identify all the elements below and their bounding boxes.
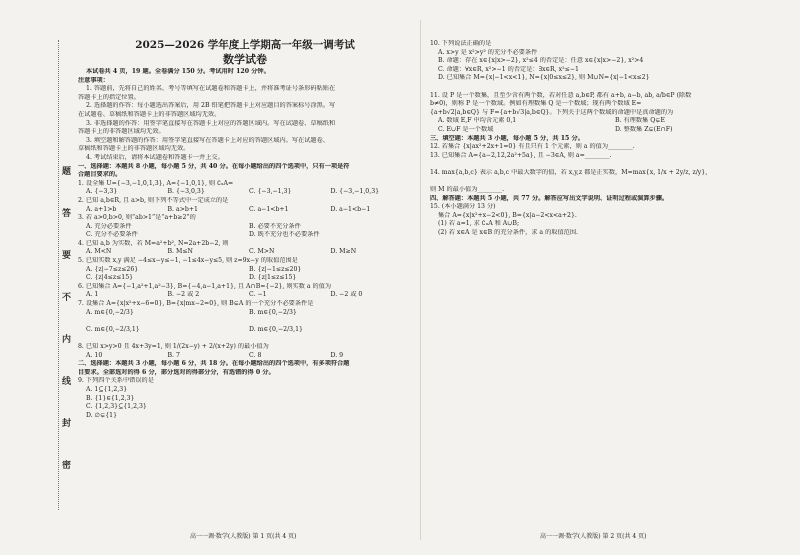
margin-char: 内 xyxy=(62,335,72,345)
answer-option: A. 10 xyxy=(86,351,103,359)
question-line: 4. 考试结束后，请将本试题卷和答题卡一并上交。 xyxy=(86,153,224,161)
question-line: A. 1⊆{1,2,3} xyxy=(86,385,128,393)
margin-char: 不 xyxy=(62,293,72,303)
question-line: 14. max{a,b,c} 表示 a,b,c 中最大数字的值，若 x,y,z 都是正实数，M=max{x, 1/x + 2y/z, z/y}, xyxy=(430,168,708,176)
question-line: B. 命题：存在 x∈{x|x>−2}, x²≤4 的否定是：任意 x∈{x|x>−2}, x²>4 xyxy=(438,57,644,65)
question-line: 1. 答题前，先将自己的姓名、考号等填写在试题卷和答题卡上，并将准考证号条形码粘贴在 xyxy=(86,85,336,93)
question-line: 7. 设集合 A={x|x²+x−6=0}, B={x|mx−2=0}, 则 B⊊A 的一个充分不必要条件是 xyxy=(78,300,314,308)
question-line: 答题卡上的非答题区域均无效。 xyxy=(78,128,165,136)
question-line: 集合 A={x|x²+x−2<0}, B={x|a−2<x<a+2}. xyxy=(438,211,577,219)
question-line: C. {1,2,3}⊆{1,2,3} xyxy=(86,403,147,411)
question-line: 在试题卷、草稿纸和答题卡上的非答题区域均无效。 xyxy=(78,110,221,118)
answer-options xyxy=(78,248,412,257)
question-line: 合题目要求的。 xyxy=(78,171,122,179)
margin-char: 密 xyxy=(62,461,72,471)
question-line xyxy=(78,334,412,343)
question-line: 3. 非选择题的作答：用签字笔直接写在答题卡上对应的答题区域内。写在试题卷、草稿纸和 xyxy=(86,119,336,127)
page-fold xyxy=(420,20,421,540)
question-line: A. x>y 是 x²>y² 的充分不必要条件 xyxy=(438,48,538,56)
answer-options xyxy=(430,117,792,126)
question-line: 注意事项： xyxy=(78,76,109,84)
answer-option: D. m∈{0,−2/3,1} xyxy=(249,325,303,333)
margin-char: 要 xyxy=(62,251,72,261)
answer-options xyxy=(78,291,412,300)
question-line: 10. 下列说法正确的是 xyxy=(430,40,492,47)
question-line: (2) 若 x∈A 是 x∈B 的充分条件，求 a 的取值范围. xyxy=(438,229,578,237)
page-2-body xyxy=(430,40,792,238)
answer-option: B. {−3,0,3} xyxy=(167,188,205,196)
binding-margin xyxy=(0,0,72,555)
question-line: 11. 设 P 是一个数集，且至少含有两个数，若对任意 a,b∈P, 都有 a+b, a−b, ab, a/b∈P (除数 xyxy=(430,91,692,99)
question-line: 四、解答题：本题共 5 小题，共 77 分。解答应写出文字说明、证明过程或演算步骤。 xyxy=(430,194,669,202)
question-line: {a+b√2|a,b∈Q} 与 F={a+b√3|a,b∈Q}。下列关于这两个数域的命题中是真命题的为 xyxy=(430,108,674,116)
margin-char: 封 xyxy=(62,419,72,429)
question-line: 4. 已知 a,b 为实数，若 M=a²+b², N=2a+2b−2, 则 xyxy=(78,239,229,247)
question-line: b≠0)，则称 P 是一个数域。例如有理数集 Q 是一个数域；现有两个数域 E= xyxy=(430,100,642,108)
question-line: 3. 填空题和解答题的作答：用签字笔直接写在答题卡上对应的答题区域内。写在试题卷、 xyxy=(86,136,329,144)
answer-option: B. m∈{0,−2/3} xyxy=(249,308,297,316)
question-line: 答题卡上的指定位置。 xyxy=(78,93,140,101)
answer-option: C. M>N xyxy=(249,248,275,256)
question-line: 13. 已知集合 A={a−2,12,2a²+5a}, 且 −3∈A, 则 a=________. xyxy=(430,151,612,159)
question-line: B. {1}∈{1,2,3} xyxy=(86,394,135,402)
answer-option: D. −2 或 0 xyxy=(330,291,363,299)
answer-option: D. {z|1≤z≤15} xyxy=(249,274,297,282)
question-line: 2. 已知 a,b∈R, 且 a>b, 则下列不等式中一定成立的是 xyxy=(78,196,229,204)
question-line: 1. 设全集 U={−3,−1,0,1,3}, A={−1,0,1}, 则 ∁ᵤA= xyxy=(78,179,234,187)
question-line: 2. 选择题的作答：每小题选出答案后，用 2B 铅笔把答题卡上对应题目的答案标号涂黑。写 xyxy=(86,102,336,110)
question-line: C. 命题：∀x∈R, x²>−1 的否定是：∃x∈R, x²≤−1 xyxy=(438,65,579,73)
question-line: 则 M 的最小值为________. xyxy=(430,186,505,194)
answer-option: A. 充分必要条件 xyxy=(86,222,132,230)
question-line: (1) 若 a=1, 求 ∁ᵤA 和 A∪B; xyxy=(438,220,520,228)
answer-option: C. a−1<b+1 xyxy=(249,205,289,213)
answer-option: B. a>b+1 xyxy=(167,205,198,213)
page-1-footer: 高一一调·数学(人教版) 第 1 页(共 4 页) xyxy=(190,533,297,540)
answer-option: A. {z|−7≤z≤26} xyxy=(86,265,139,273)
question-line: 本试卷共 4 页，19 题。全卷满分 150 分。考试用时 120 分钟。 xyxy=(86,68,270,75)
answer-option: B. −2 或 2 xyxy=(167,291,200,299)
margin-char: 线 xyxy=(62,377,72,387)
question-line: 一、选择题：本题共 8 小题，每小题 5 分，共 40 分。在每小题给出的四个选项中，只有一项是符 xyxy=(78,162,350,170)
question-line: 二、选择题：本题共 3 小题，每小题 6 分，共 18 分。在每小题给出的四个选项中，有多项符合题 xyxy=(78,360,350,368)
page-1-body xyxy=(78,68,412,420)
answer-options xyxy=(78,266,412,275)
answer-option: A. 1 xyxy=(86,291,99,299)
answer-option: C. {−3,−1,3} xyxy=(249,188,292,196)
answer-option: A. M<N xyxy=(86,248,112,256)
answer-option: B. 必要不充分条件 xyxy=(249,222,301,230)
answer-option: D. a−1<b−1 xyxy=(330,205,371,213)
question-line xyxy=(78,317,412,326)
answer-options xyxy=(430,126,792,135)
answer-option: C. E∪F 是一个数域 xyxy=(438,125,494,133)
question-line: 9. 下列四个关系中错误的是 xyxy=(78,377,154,385)
answer-option: C. 充分不必要条件 xyxy=(86,231,138,239)
answer-options xyxy=(78,352,412,361)
answer-option: A. a+1>b xyxy=(86,205,117,213)
answer-option: B. M≤N xyxy=(167,248,193,256)
question-line: 5. 已知实数 x,y 满足 −4≤x−y≤−1, −1≤4x−y≤5, 则 z=9x−y 的取值范围是 xyxy=(78,257,298,265)
question-line: D. 已知集合 M={x|−1<x<1}, N={x|0≤x≤2}, 则 M∪N={x|−1<x≤2} xyxy=(438,74,650,82)
question-line xyxy=(430,178,792,187)
answer-option: D. 既不充分也不必要条件 xyxy=(249,231,320,239)
page-1 xyxy=(78,0,412,420)
answer-options xyxy=(78,223,412,232)
answer-option: A. {−3,3} xyxy=(86,188,118,196)
exam-title: 2025—2026 学年度上学期高一年级一调考试 xyxy=(135,39,355,51)
answer-option: A. m∈{0,−2/3} xyxy=(86,308,134,316)
answer-option: C. {z|4≤z≤15} xyxy=(86,274,134,282)
answer-options xyxy=(78,274,412,283)
question-line xyxy=(430,160,792,169)
question-line: 15. (本小题满分 13 分) xyxy=(430,203,496,211)
question-line: 三、填空题：本题共 3 小题，每小题 5 分，共 15 分。 xyxy=(430,134,584,142)
answer-option: B. 7 xyxy=(167,351,180,359)
question-line: 3. 若 a>0,b>0, 则“ab>1”是“a+b≥2”的 xyxy=(78,214,196,222)
question-line: 目要求。全部选对的得 6 分，部分选对的得部分分，有选错的得 0 分。 xyxy=(78,368,275,376)
answer-options xyxy=(78,206,412,215)
margin-char: 答 xyxy=(62,209,72,219)
question-line: 8. 已知 x>y>0 且 4x+3y=1, 则 1/(2x−y) + 2/(x+2y) 的最小值为 xyxy=(78,343,269,350)
answer-option: D. 9 xyxy=(330,351,344,359)
page-2 xyxy=(430,40,792,238)
cut-line xyxy=(58,40,59,510)
answer-option: C. 8 xyxy=(249,351,262,359)
answer-option: C. −1 xyxy=(249,291,267,299)
answer-options xyxy=(78,231,412,240)
answer-option: C. m∈{0,−2/3,1} xyxy=(86,325,140,333)
question-line xyxy=(430,83,792,92)
answer-options xyxy=(78,309,412,318)
margin-char: 题 xyxy=(62,167,72,177)
answer-option: B. {z|−1≤z≤20} xyxy=(249,265,302,273)
exam-subtitle: 数学试卷 xyxy=(223,53,267,66)
question-line: 6. 已知集合 A={−1,a²+1,a²−3}, B={−4,a−1,a+1}, 且 A∩B={−2}, 则实数 a 的值为 xyxy=(78,282,332,290)
answer-option: D. M≥N xyxy=(330,248,357,256)
answer-options xyxy=(78,188,412,197)
answer-option: D. 整数集 Z⊊(E∩F) xyxy=(615,125,673,133)
answer-option: D. {−3,−1,0,3} xyxy=(330,188,380,196)
question-line: 草稿纸和答题卡上的非答题区域均无效。 xyxy=(78,145,190,153)
question-line: D. ∅⊊{1} xyxy=(86,411,118,419)
page-2-footer: 高一一调·数学(人教版) 第 2 页(共 4 页) xyxy=(540,533,647,540)
answer-option: A. 数域 E,F 中均含元素 0,1 xyxy=(438,117,517,125)
answer-option: B. 有理数集 Q⊊E xyxy=(615,117,665,125)
question-line: 12. 若集合 {x|ax²+2x+1=0} 有且只有 1 个元素，则 a 的值为________. xyxy=(430,143,635,151)
answer-options xyxy=(78,326,412,335)
